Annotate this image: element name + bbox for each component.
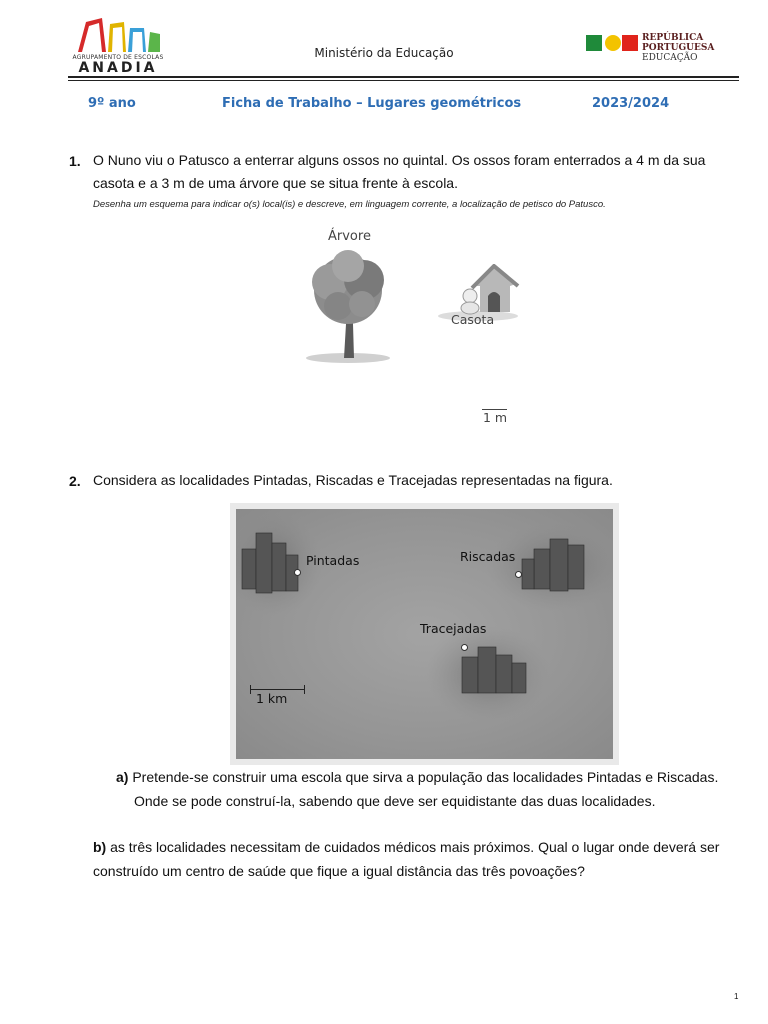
government-logo-text [642, 33, 714, 63]
ministry-title: Ministério da Educação [314, 46, 454, 60]
question2a [116, 766, 718, 813]
tree-label: Árvore [328, 229, 371, 244]
grade-label: 9º ano [88, 96, 136, 111]
question2a-line2: Onde se pode construí-la, sabendo que deve ser equidistante das duas localidades. [134, 793, 656, 809]
question2a-line1: Pretende-se construir uma escola que sirva a população das localidades Pintadas e Riscadas. [132, 769, 719, 785]
gov-logo-line3: EDUCAÇÃO [642, 53, 698, 63]
scale-label-1km: 1 km [256, 691, 288, 706]
doghouse-label: Casota [451, 312, 495, 327]
question1-text [93, 149, 743, 195]
question2b-label: b) [93, 839, 107, 855]
question2-number: 2. [69, 473, 81, 489]
question2b [93, 836, 719, 883]
government-logo [586, 33, 716, 67]
town-tracejadas-label: Tracejadas [420, 621, 487, 636]
school-logo-name: ANADIA [78, 60, 158, 76]
question1-number: 1. [69, 153, 81, 169]
town-pintadas-label: Pintadas [306, 553, 360, 568]
question2b-line2: construído um centro de saúde que fique a igual distância das três povoações? [93, 863, 585, 879]
tree-illustration-icon [300, 246, 396, 364]
town-riscadas-label: Riscadas [460, 549, 516, 564]
gov-logo-line2: PORTUGUESA [642, 43, 715, 53]
school-logo-subtitle: AGRUPAMENTO DE ESCOLAS [72, 54, 164, 61]
school-logo [72, 14, 164, 74]
header-rule-thick [68, 76, 739, 78]
page-number: 1 [734, 992, 739, 1001]
town-tracejadas-marker [461, 644, 468, 651]
scale-label-1m: 1 m [483, 410, 508, 425]
question2a-label: a) [116, 769, 129, 785]
header-rule-thin [68, 80, 739, 81]
school-year: 2023/2024 [592, 96, 670, 111]
question1-line1: O Nuno viu o Patusco a enterrar alguns ossos no quintal. Os ossos foram enterrados a 4 m da sua [93, 152, 706, 168]
question2-text: Considera as localidades Pintadas, Riscadas e Tracejadas representadas na figura. [93, 472, 613, 488]
scale-bar-1km-tick-left [250, 685, 251, 694]
worksheet-title: Ficha de Trabalho – Lugares geométricos [222, 96, 522, 111]
question2b-line1: as três localidades necessitam de cuidados médicos mais próximos. Qual o lugar onde deverá ser [110, 839, 720, 855]
towns-map [230, 503, 619, 765]
scale-bar-1km-tick-right [304, 685, 305, 694]
question1-line2: casota e a 3 m de uma árvore que se situa frente à escola. [93, 175, 458, 191]
question1-instruction: Desenha um esquema para indicar o(s) local(is) e descreve, em linguagem corrente, a localização de petisco do Patusco. [93, 199, 606, 210]
gov-logo-line1: REPÚBLICA [642, 33, 704, 43]
government-logo-icon [586, 35, 640, 53]
town-pintadas-marker [294, 569, 301, 576]
scale-bar-1km [250, 689, 305, 690]
town-riscadas-marker [515, 571, 522, 578]
